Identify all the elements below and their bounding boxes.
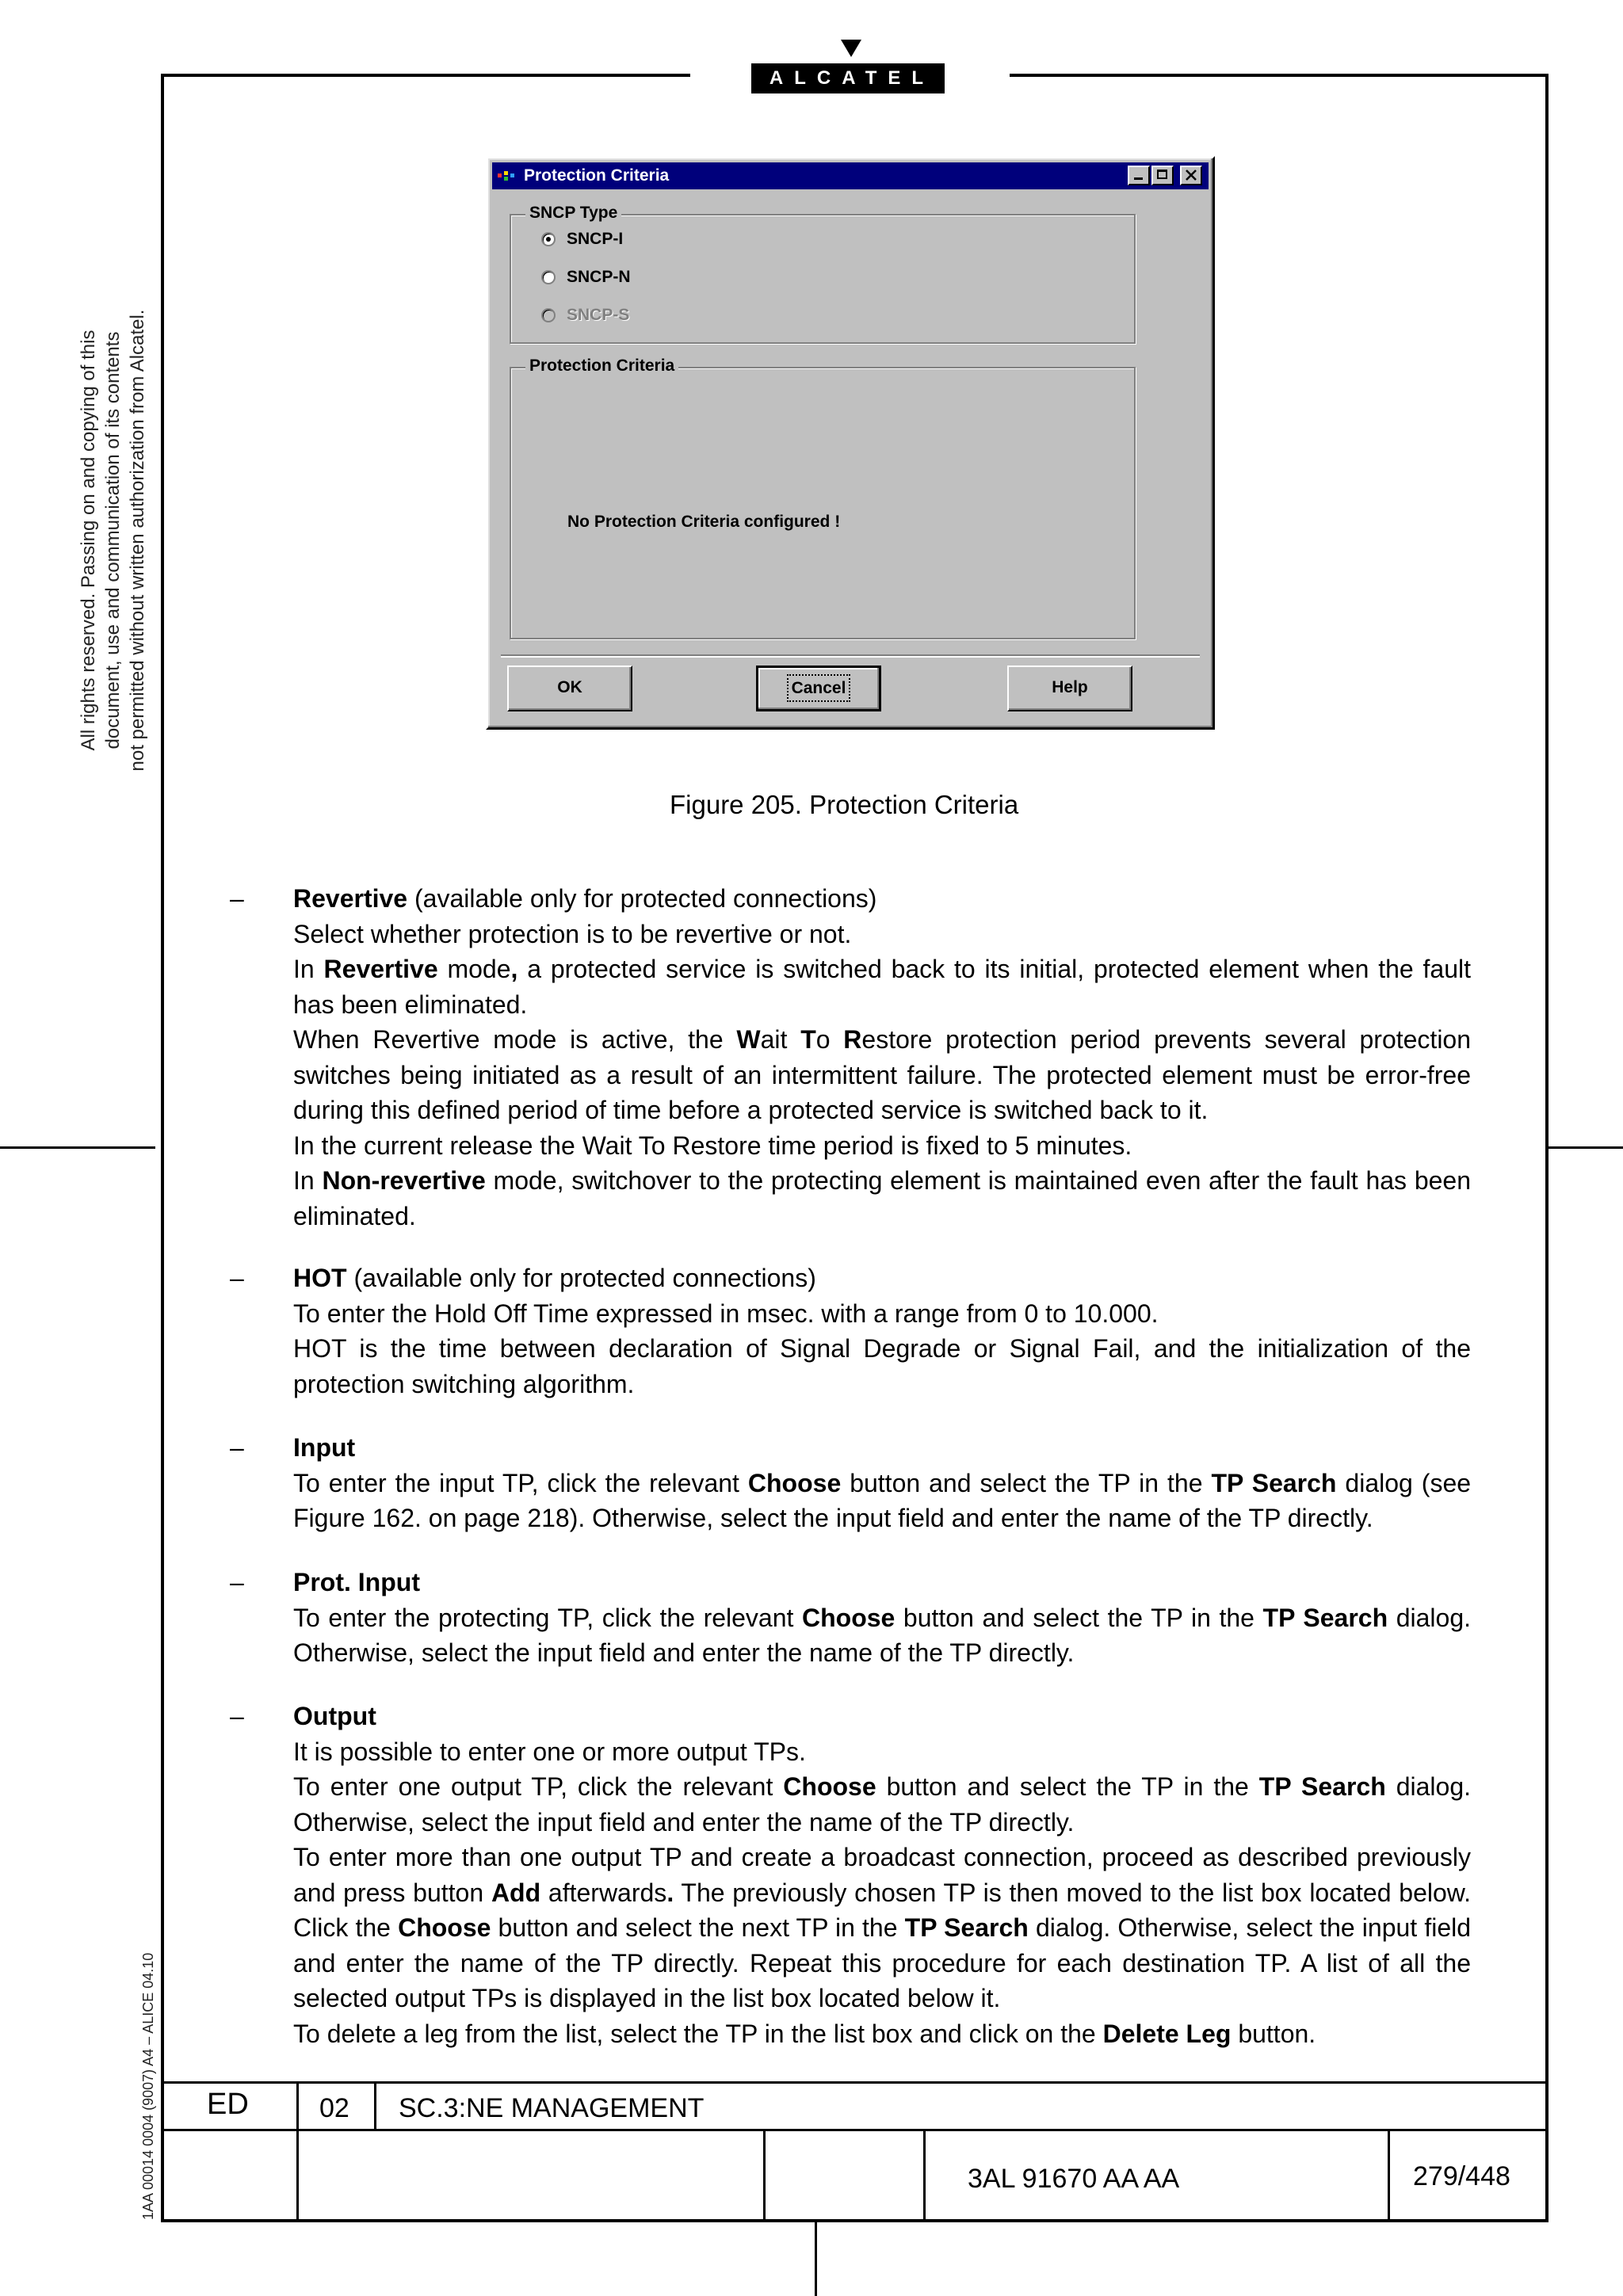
minimize-icon — [1134, 177, 1143, 180]
radio-sncp-s-label: SNCP-S — [567, 306, 630, 324]
bullet-dash: – — [230, 1433, 244, 1462]
cancel-button[interactable]: Cancel — [756, 666, 881, 711]
radio-unselected-icon[interactable] — [541, 270, 556, 284]
footer-col-divider — [1388, 2129, 1390, 2222]
output-item: Output It is possible to enter one or more output TPs. To enter one output TP, click the relevant Choose button and select the TP in the TP Search dialog. Otherwise, select the input field and enter the name of the TP directly. To enter more than one output TP and create a broadcast connection, proceed as described previously and press button Add afterwards. The previously chosen TP is then moved to the list box located below. Click the Choose button and select the next TP in the TP Search dialog. Otherwise, select the input field and enter the name of the TP directly. Repeat this procedure for each destination TP. A list of all the selected output TPs is displayed in the list box located below it. To delete a leg from the list, select the TP in the list box and click on the Delete Leg button. — [293, 1702, 1472, 2048]
prot-input-item: Prot. Input To enter the protecting TP, click the relevant Choose button and select the TP in the TP Search dialog. Otherwise, select the input field and enter the name of the TP directly. — [293, 1568, 1472, 1667]
ok-button[interactable]: OK — [507, 666, 632, 711]
dialog-titlebar[interactable] — [492, 162, 1209, 189]
input-term: Input — [293, 1433, 356, 1462]
copyright-line-1: All rights reserved. Passing on and copying of this — [78, 330, 99, 751]
logo-arrow-icon — [841, 40, 861, 57]
protection-criteria-group — [510, 357, 1136, 639]
no-criteria-message: No Protection Criteria configured ! — [567, 513, 841, 531]
radio-sncp-s — [541, 303, 629, 327]
alcatel-logo: ALCATEL — [751, 63, 945, 93]
bullet-dash: – — [230, 884, 244, 913]
hot-definition: HOT is the time between declaration of Signal Degrade or Signal Fail, and the initialization of the protection switching algorithm. — [293, 1334, 1471, 1398]
footer-col-divider — [763, 2129, 766, 2222]
footer-rule-middle — [161, 2129, 1545, 2131]
document-code-vertical: 1AA 00014 0004 (9007) A4 – ALICE 04.10 — [140, 1952, 156, 2220]
radio-sncp-n-label: SNCP-N — [567, 268, 631, 286]
maximize-icon — [1157, 170, 1167, 179]
bullet-dash: – — [230, 1264, 244, 1292]
dialog-title: Protection Criteria — [524, 166, 670, 185]
bullet-dash: – — [230, 1702, 244, 1730]
revertive-term: Revertive — [293, 884, 408, 913]
output-intro: It is possible to enter one or more output TPs. — [293, 1737, 806, 1766]
right-margin-tick — [1545, 1146, 1623, 1149]
copyright-line-2: document, use and communication of its contents — [102, 331, 124, 749]
radio-disabled-icon — [541, 308, 556, 322]
footer-rule-top — [161, 2081, 1545, 2084]
hot-range: To enter the Hold Off Time expressed in msec. with a range from 0 to 10.000. — [293, 1299, 1159, 1328]
footer-ed-value: 02 — [319, 2093, 349, 2123]
input-item: Input To enter the input TP, click the relevant Choose button and select the TP in the TP Search dialog (see Figure 162. on page 218). Otherwise, select the input field and enter the name of the TP directly. — [293, 1433, 1472, 1532]
bullet-dash: – — [230, 1568, 244, 1596]
prot-input-term: Prot. Input — [293, 1568, 420, 1596]
radio-sncp-n[interactable] — [541, 265, 631, 289]
radio-sncp-i[interactable] — [541, 227, 623, 251]
minimize-button[interactable] — [1128, 166, 1150, 185]
close-icon — [1182, 167, 1201, 184]
help-button[interactable]: Help — [1007, 666, 1132, 711]
protection-criteria-label: Protection Criteria — [525, 356, 678, 376]
revertive-wtr-release: In the current release the Wait To Restore time period is fixed to 5 minutes. — [293, 1131, 1132, 1160]
maximize-button[interactable] — [1151, 166, 1174, 185]
application-icon — [497, 170, 516, 182]
copyright-notice — [76, 279, 150, 802]
figure-caption: Figure 205. Protection Criteria — [670, 790, 1019, 819]
protection-criteria-dialog — [486, 156, 1215, 730]
footer-col-divider — [374, 2081, 376, 2129]
footer-ed-label: ED — [207, 2088, 249, 2121]
radio-sncp-i-label: SNCP-I — [567, 230, 624, 248]
button-separator — [501, 654, 1200, 658]
sncp-type-label: SNCP Type — [525, 203, 621, 223]
radio-selected-icon[interactable] — [541, 232, 556, 246]
bottom-margin-tick — [815, 2222, 817, 2296]
copyright-line-3: not permitted without written authorization from Alcatel. — [127, 309, 148, 772]
output-term: Output — [293, 1702, 376, 1730]
footer-page-number: 279/448 — [1413, 2161, 1510, 2191]
footer-col-divider — [296, 2081, 299, 2222]
footer-doc-code: 3AL 91670 AA AA — [968, 2164, 1180, 2194]
close-button[interactable] — [1180, 166, 1202, 185]
hot-item: HOT (available only for protected connections) To enter the Hold Off Time expressed in msec. with a range from 0 to 10.000. HOT is the time between declaration of Signal Degrade or Signal Fail, and the initialization of the protection switching algorithm. — [293, 1261, 1471, 1402]
hot-term: HOT — [293, 1264, 347, 1292]
sncp-type-group — [510, 204, 1136, 344]
revertive-select: Select whether protection is to be revertive or not. — [293, 919, 852, 948]
footer-col-divider — [923, 2129, 926, 2222]
revertive-item: Revertive (available only for protected connections) Select whether protection is to be revertive or not. In Revertive mode, a protected service is switched back to its initial, protected element when the fault has been eliminated. When Revertive mode is active, the Wait To Restore protection period prevents several protection switches being initiated as a result of an intermittent failure. The protected element must be error-free during this defined period of time before a protected service is switched back to it. In the current release the Wait To Restore time period is fixed to 5 minutes. In Non-revertive mode, switchover to the protecting element is maintained even after the fault has been eliminated. — [293, 884, 1472, 1230]
footer-section: SC.3:NE MANAGEMENT — [399, 2093, 705, 2123]
footer-table — [161, 2081, 1545, 2222]
left-margin-tick — [0, 1146, 155, 1149]
